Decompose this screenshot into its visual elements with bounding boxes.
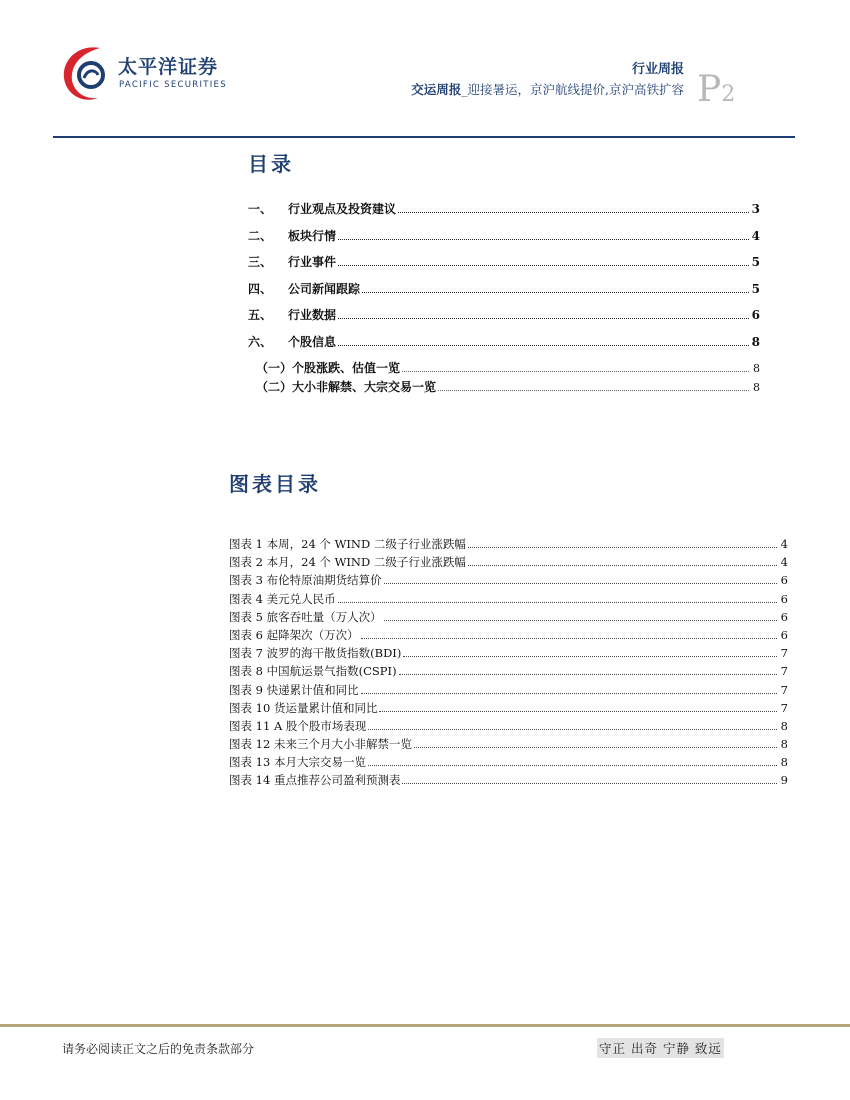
toc-item-page: 5	[751, 255, 760, 269]
toc-leader	[402, 371, 749, 372]
toc-item-label: 公司新闻跟踪	[288, 281, 361, 296]
toc-item-label: 行业事件	[288, 255, 337, 269]
figure-item-label: 图表 1 本周，24 个 WIND 二级子行业涨跌幅	[229, 537, 466, 551]
figure-item[interactable]	[229, 645, 788, 663]
footer-motto: 守正 出奇 宁静 致远	[597, 1038, 724, 1058]
logo-english-name: PACIFIC SECURITIES	[119, 80, 227, 90]
toc-leader	[338, 239, 749, 240]
figure-leader	[402, 783, 777, 784]
toc-item-label: 个股信息	[288, 334, 337, 349]
figure-item[interactable]	[229, 663, 788, 681]
toc-subitem[interactable]	[248, 378, 760, 397]
figure-leader	[361, 638, 777, 639]
figure-item-label: 图表 9 快递累计值和同比	[229, 682, 359, 697]
toc-leader	[338, 318, 749, 319]
toc-item[interactable]	[248, 333, 760, 360]
figure-item[interactable]	[229, 627, 788, 645]
report-title	[411, 80, 684, 98]
toc-title: 目录	[248, 152, 294, 176]
figure-item-label: 图表 10 货运量累计值和同比	[229, 700, 378, 715]
header-divider	[53, 136, 795, 138]
toc-leader	[362, 292, 749, 293]
figure-item-page: 7	[780, 682, 788, 697]
figure-item[interactable]	[229, 682, 788, 700]
toc-leader	[438, 390, 749, 391]
figure-item-page: 4	[780, 537, 788, 551]
figure-leader	[414, 747, 777, 748]
page-marker	[697, 69, 736, 110]
toc-item-page: 8	[751, 334, 760, 349]
figure-item-label: 图表 12 未来三个月大小非解禁一览	[229, 737, 412, 752]
figure-leader	[468, 547, 777, 548]
figure-item-label: 图表 4 美元兑人民币	[229, 591, 336, 606]
toc-subitem-page: 8	[753, 381, 760, 394]
pacific-logo-icon	[60, 42, 116, 104]
logo-chinese-name: 太平洋证券	[118, 56, 219, 78]
figure-item-label: 图表 14 重点推荐公司盈利预测表	[229, 773, 401, 788]
toc-subitem-label: （一）个股涨跌、估值一览	[256, 361, 401, 375]
figure-item-page: 6	[780, 627, 788, 642]
figures-title: 图表目录	[229, 472, 321, 496]
figure-item-label: 图表 3 布伦特原油期货结算价	[229, 573, 382, 588]
figure-leader	[338, 602, 777, 603]
figure-item[interactable]	[229, 572, 788, 590]
figure-item[interactable]	[229, 772, 788, 790]
figure-item-page: 6	[780, 573, 788, 588]
toc-item-number: 五、	[248, 308, 273, 322]
figure-item[interactable]	[229, 554, 788, 572]
figure-leader	[384, 583, 777, 584]
page-number: 2	[721, 82, 736, 107]
figure-item[interactable]	[229, 736, 788, 754]
toc-item-label: 行业数据	[288, 308, 337, 322]
toc-subitem-label: （二）大小非解禁、大宗交易一览	[256, 380, 437, 394]
footer-disclaimer: 请务必阅读正文之后的免责条款部分	[62, 1042, 255, 1056]
footer-divider	[0, 1024, 850, 1027]
figure-leader	[379, 711, 777, 712]
figure-item[interactable]	[229, 754, 788, 772]
toc-item[interactable]	[248, 200, 760, 227]
figure-item-label: 图表 13 本月大宗交易一览	[229, 755, 366, 770]
toc-subitem[interactable]	[248, 359, 760, 378]
figure-item-label: 图表 5 旅客吞吐量（万人次）	[229, 609, 382, 624]
toc-item-number: 四、	[248, 281, 273, 296]
figure-leader	[361, 693, 777, 694]
page-letter: P	[697, 69, 722, 110]
figure-item-label: 图表 7 波罗的海干散货指数(BDI)	[229, 646, 402, 661]
report-title-rest: _迎接暑运，京沪航线提价,京沪高铁扩容	[461, 82, 684, 97]
figure-item[interactable]	[229, 591, 788, 609]
company-logo	[60, 42, 230, 104]
figure-leader	[399, 674, 777, 675]
figure-item-page: 8	[780, 755, 788, 770]
figure-leader	[403, 656, 777, 657]
toc-item[interactable]	[248, 306, 760, 333]
toc-item-page: 5	[751, 281, 760, 296]
toc-list	[248, 200, 760, 397]
report-type: 行业周报	[631, 62, 684, 77]
figure-item-page: 8	[780, 718, 788, 733]
toc-item[interactable]	[248, 227, 760, 254]
toc-leader	[398, 212, 749, 213]
figure-item-page: 8	[780, 737, 788, 752]
toc-item-page: 6	[751, 308, 760, 322]
toc-item-number: 六、	[248, 334, 273, 349]
toc-item-number: 一、	[248, 202, 273, 216]
toc-item-label: 板块行情	[288, 228, 337, 243]
toc-subitem-page: 8	[753, 362, 760, 375]
figure-leader	[368, 729, 777, 730]
toc-leader	[338, 265, 749, 266]
figure-item[interactable]	[229, 609, 788, 627]
figure-item-page: 6	[780, 609, 788, 624]
figure-item[interactable]	[229, 700, 788, 718]
figure-item[interactable]	[229, 718, 788, 736]
figures-list	[229, 536, 788, 791]
figure-item-page: 7	[780, 700, 788, 715]
figure-item-label: 图表 11 A 股个股市场表现	[229, 718, 367, 733]
toc-item-page: 3	[751, 202, 760, 216]
toc-item-number: 三、	[248, 255, 273, 269]
toc-leader	[338, 345, 749, 346]
toc-item[interactable]	[248, 253, 760, 280]
toc-item-number: 二、	[248, 228, 273, 243]
figure-item-label: 图表 2 本月，24 个 WIND 二级子行业涨跌幅	[229, 555, 466, 570]
toc-item-label: 行业观点及投资建议	[288, 202, 397, 216]
figure-item-label: 图表 6 起降架次（万次）	[229, 627, 359, 642]
figure-item-label: 图表 8 中国航运景气指数(CSPI)	[229, 664, 397, 679]
figure-leader	[468, 565, 777, 566]
figure-leader	[368, 765, 777, 766]
figure-item-page: 7	[780, 646, 788, 661]
figure-item-page: 7	[780, 664, 788, 679]
report-title-bold: 交运周报	[411, 82, 462, 97]
figure-item-page: 9	[780, 773, 788, 788]
figure-item-page: 6	[780, 591, 788, 606]
figure-leader	[384, 620, 777, 621]
toc-item-page: 4	[751, 228, 760, 243]
figure-item[interactable]	[229, 536, 788, 554]
figure-item-page: 4	[780, 555, 788, 570]
toc-item[interactable]	[248, 280, 760, 307]
